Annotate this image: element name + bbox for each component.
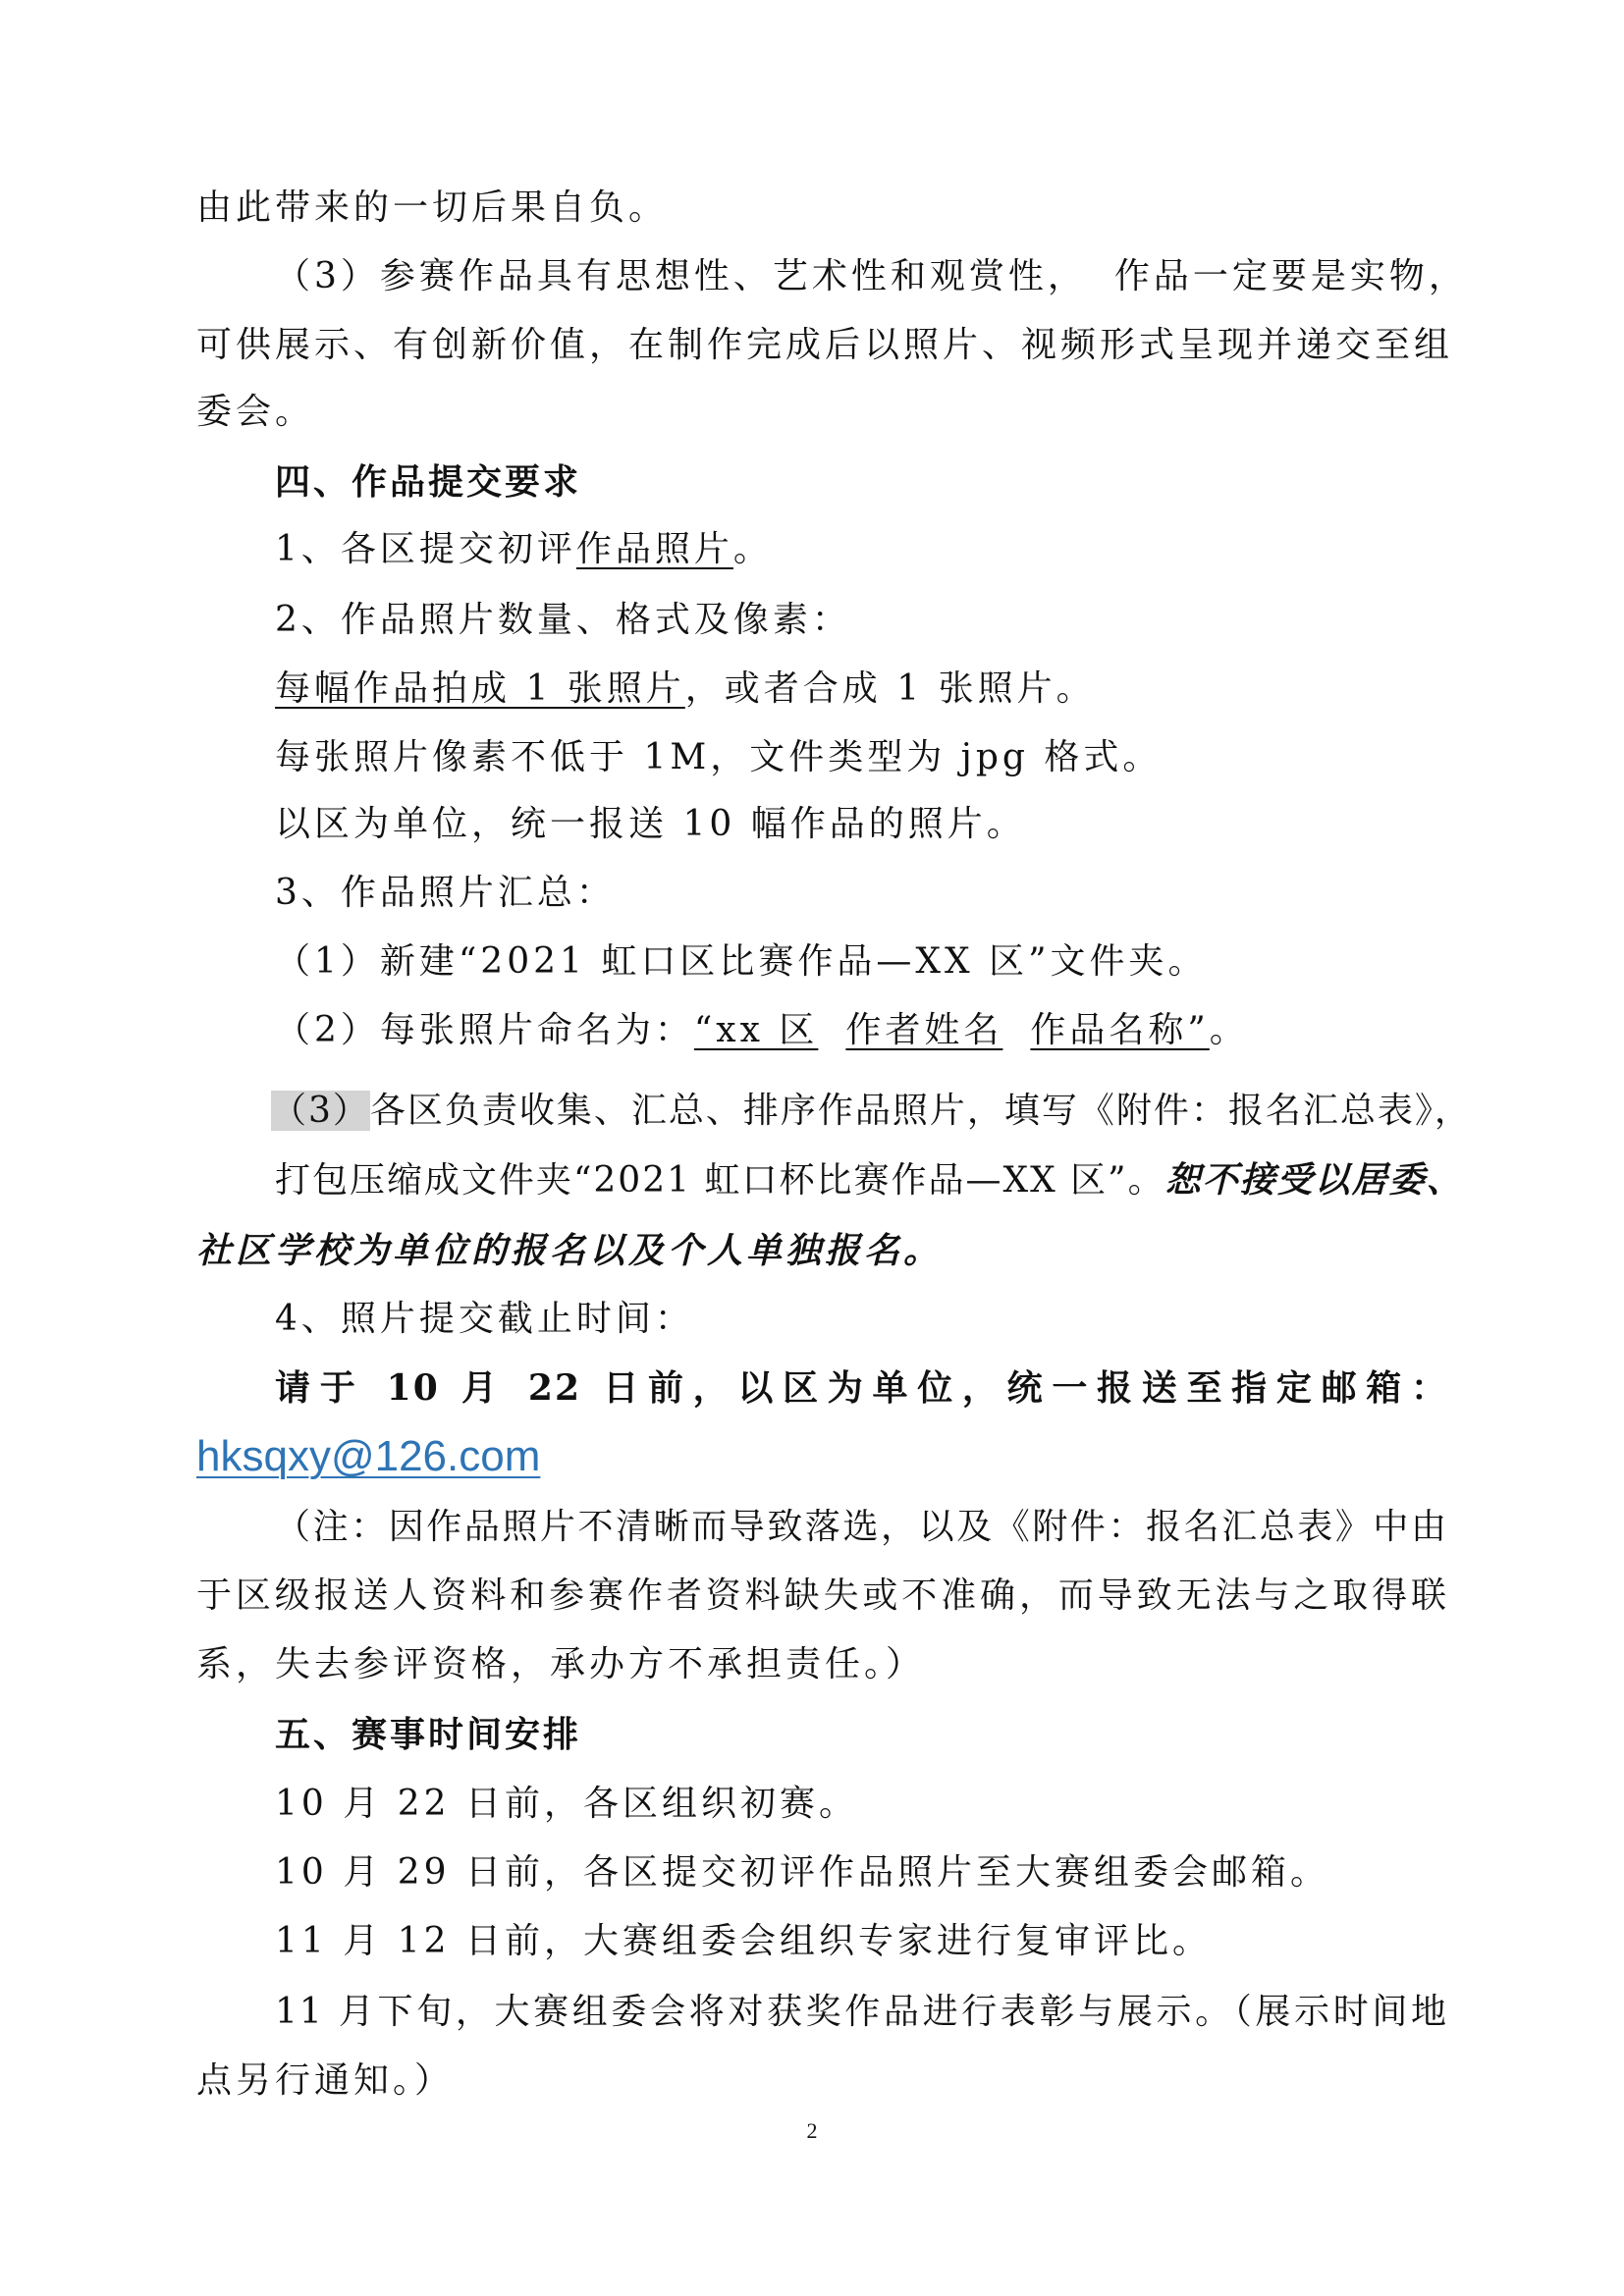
text-line: 11 月 12 日前，大赛组委会组织专家进行复审评比。 <box>275 1921 1212 1961</box>
text-line <box>275 1005 1448 1056</box>
text-line <box>275 524 1448 575</box>
text-line: 于区级报送人资料和参赛作者资料缺失或不准确，而导致无法与之取得联 <box>196 1575 1448 1616</box>
text-span: （2）每张照片命名为： <box>275 1010 694 1050</box>
section-heading: 五、赛事时间安排 <box>275 1715 582 1755</box>
text-line <box>275 664 1448 715</box>
text-span: “xx 区 <box>693 1010 819 1050</box>
text-line <box>275 1154 1464 1206</box>
text-line: 10 月 22 日前，各区组织初赛。 <box>275 1784 858 1824</box>
text-line: 11 月下旬，大赛组委会将对获奖作品进行表彰与展示。（展示时间地 <box>275 1992 1448 2032</box>
text-line <box>271 1086 1472 1137</box>
text-line: 3、作品照片汇总： <box>275 873 616 913</box>
text-line: （注：因作品照片不清晰而导致落选，以及《附件：报名汇总表》中由 <box>275 1507 1448 1547</box>
text-line <box>275 251 1468 302</box>
section-heading: 四、作品提交要求 <box>275 462 582 503</box>
text-span: （3）参赛作品具有思想性、艺术性和观赏性， <box>275 256 1087 296</box>
bold-italic-text: 社区学校为单位的报名以及个人单独报名。 <box>196 1230 944 1271</box>
text-span: 。 <box>732 529 773 569</box>
text-span: ，或者合成 1 张照片。 <box>684 668 1096 709</box>
text-span: 作品一定要是实物， <box>1113 256 1468 296</box>
deadline-line: 请于 10 月 22 日前，以区为单位，统一报送至指定邮箱： <box>275 1367 1448 1409</box>
underlined-text: 作品照片 <box>575 529 733 569</box>
underlined-text <box>694 1010 1210 1050</box>
text-span: 打包压缩成文件夹“2021 虹口杯比赛作品—XX 区”。 <box>275 1160 1165 1201</box>
underlined-text: 每幅作品拍成 1 张照片 <box>275 668 685 709</box>
text-span: 作品名称” <box>1030 1010 1210 1050</box>
text-span: 各区负责收集、汇总、排序作品照片，填写《附件：报名汇总表》， <box>369 1091 1472 1131</box>
text-span: 作者姓名 <box>845 1010 1003 1050</box>
bold-italic-text: 恕不接受以居委、 <box>1164 1159 1464 1201</box>
text-line: 10 月 29 日前，各区提交初评作品照片至大赛组委会邮箱。 <box>275 1852 1329 1893</box>
text-line: 委会。 <box>196 392 315 432</box>
text-span: 。 <box>1209 1010 1249 1050</box>
text-line: 以区为单位，统一报送 10 幅作品的照片。 <box>275 804 1026 844</box>
text-line: （1）新建“2021 虹口区比赛作品—XX 区”文件夹。 <box>275 941 1208 982</box>
text-line: 系，失去参评资格，承办方不承担责任。） <box>196 1644 926 1684</box>
text-line: 点另行通知。） <box>196 2060 455 2101</box>
page-number: 2 <box>806 2118 818 2143</box>
text-line: 每张照片像素不低于 1M，文件类型为 jpg 格式。 <box>275 737 1163 777</box>
highlighted-text: （3） <box>271 1091 370 1131</box>
text-line <box>196 1225 1448 1277</box>
text-line: 4、照片提交截止时间： <box>275 1299 694 1339</box>
text-line: 可供展示、有创新价值，在制作完成后以照片、视频形式呈现并递交至组 <box>196 325 1454 365</box>
email-link[interactable]: hksqxy@126.com <box>196 1432 541 1480</box>
text-line: 2、作品照片数量、格式及像素： <box>275 600 851 640</box>
text-span: 1、各区提交初评 <box>275 529 576 569</box>
text-line: 由此带来的一切后果自负。 <box>196 187 669 228</box>
